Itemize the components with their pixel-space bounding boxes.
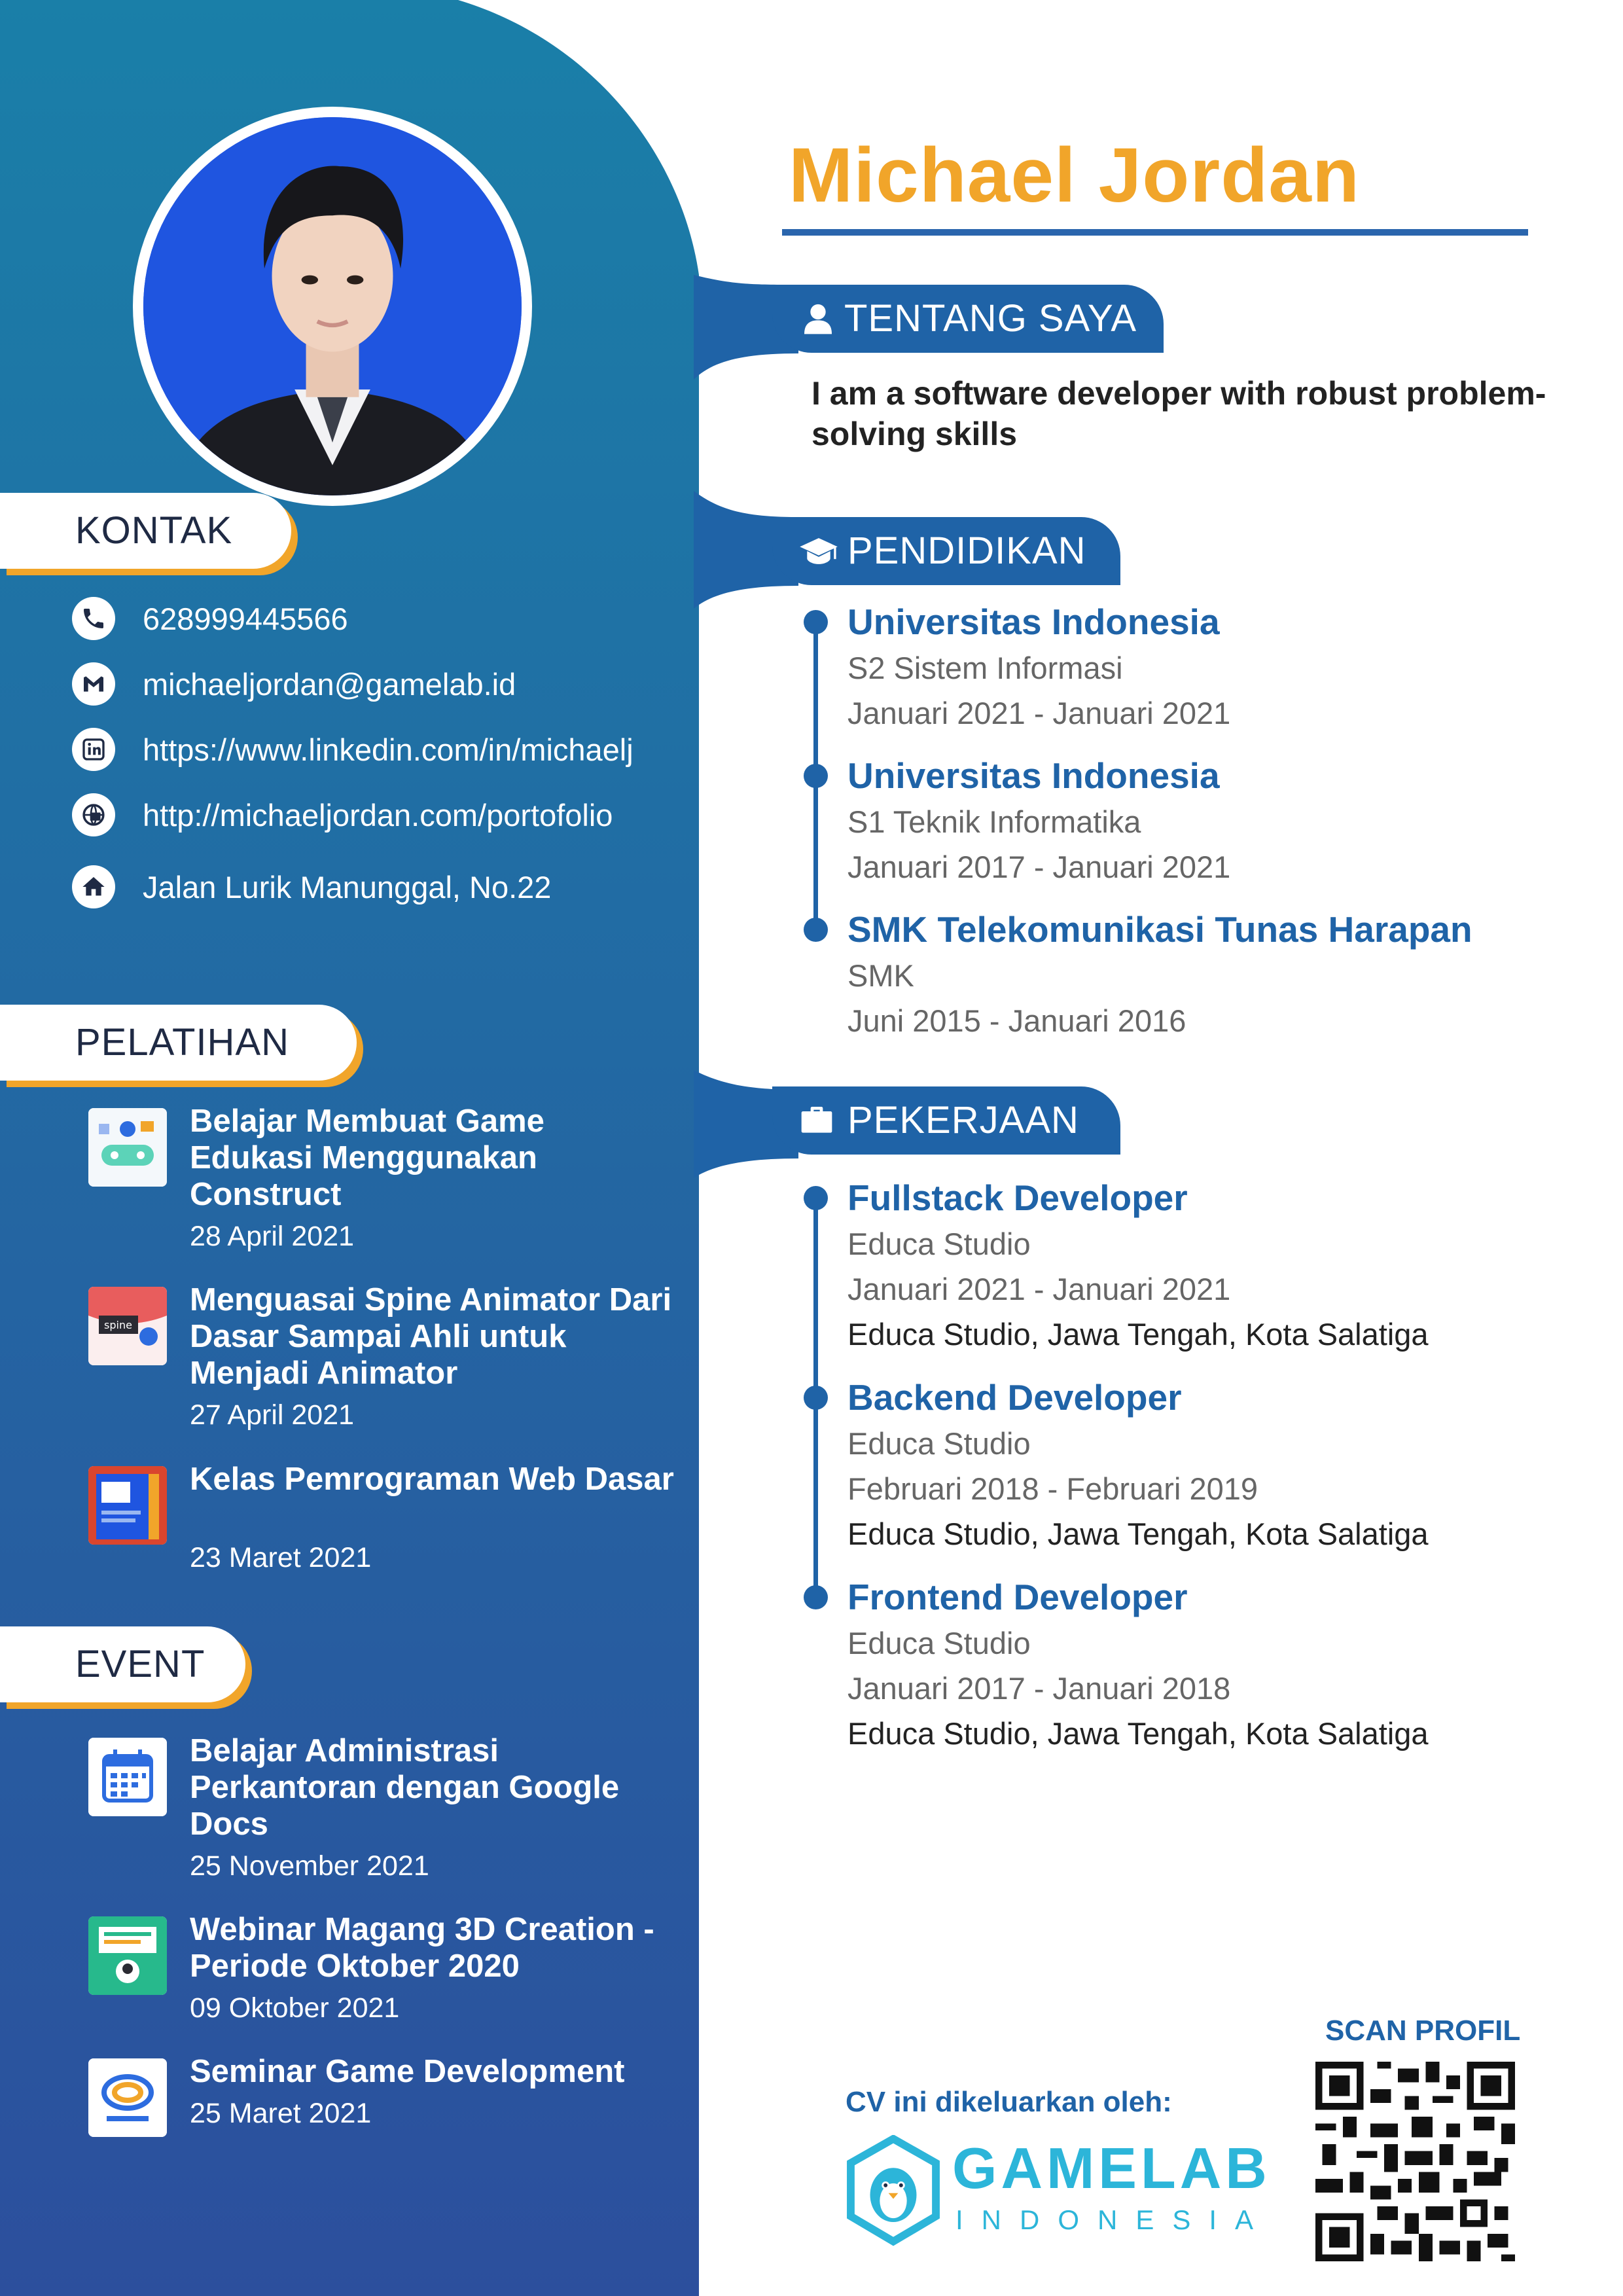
training-title: Menguasai Spine Animator Dari Dasar Sampai Ahli untuk Menjadi Animator [190, 1282, 672, 1391]
profile-photo-inner [143, 117, 522, 495]
contact-email[interactable] [72, 661, 516, 707]
event-title: Webinar Magang 3D Creation - Periode Oktober 2020 [190, 1912, 654, 1984]
event-heading: EVENT [75, 1643, 205, 1685]
game-education-thumbnail [88, 1108, 167, 1187]
qr-code-icon[interactable] [1315, 2062, 1515, 2261]
calendar-icon [88, 1738, 167, 1816]
svg-text:spine: spine [104, 1319, 132, 1331]
education-period: Januari 2017 - Januari 2021 [847, 850, 1231, 884]
education-degree: S1 Teknik Informatika [847, 804, 1141, 839]
gamelab-brand-sub: INDONESIA [955, 2204, 1272, 2235]
job-location: Educa Studio, Jawa Tengah, Kota Salatiga [847, 1317, 1429, 1352]
job-period: Februari 2018 - Februari 2019 [847, 1471, 1258, 1506]
contact-address [72, 864, 551, 910]
pendidikan-heading: PENDIDIKAN [847, 529, 1086, 572]
job-company: Educa Studio [847, 1227, 1031, 1261]
tentang-heading: TENTANG SAYA [844, 297, 1137, 340]
training-date: 27 April 2021 [190, 1399, 355, 1431]
briefcase-icon [798, 1102, 835, 1139]
job-period: Januari 2021 - Januari 2021 [847, 1272, 1231, 1306]
issued-by-label: CV ini dikeluarkan oleh: [846, 2086, 1172, 2118]
training-title: Kelas Pemrograman Web Dasar [190, 1462, 674, 1497]
training-date: 23 Maret 2021 [190, 1542, 372, 1573]
education-degree: SMK [847, 958, 914, 993]
timeline-dot [804, 764, 828, 788]
gamelab-penguin-logo [844, 2135, 942, 2246]
phone-icon [72, 597, 115, 640]
education-period: Juni 2015 - Januari 2016 [847, 1003, 1186, 1038]
portfolio-icon [72, 793, 115, 836]
webinar-poster-thumbnail [88, 1916, 167, 1995]
kontak-heading-tag [0, 493, 291, 569]
job-period: Januari 2017 - Januari 2018 [847, 1671, 1231, 1706]
job-location: Educa Studio, Jawa Tengah, Kota Salatiga [847, 1516, 1429, 1551]
event-title: Seminar Game Development [190, 2054, 625, 2089]
education-school: Universitas Indonesia [847, 755, 1220, 796]
linkedin-icon [72, 728, 115, 771]
profile-photo [133, 107, 532, 506]
educa-studio-logo [88, 2058, 167, 2137]
profile-name: Michael Jordan [789, 132, 1361, 219]
web-programming-thumbnail [88, 1466, 167, 1545]
section-connectors [694, 262, 798, 1178]
education-school: Universitas Indonesia [847, 601, 1220, 642]
job-role: Backend Developer [847, 1377, 1182, 1418]
person-portrait-icon [143, 117, 522, 495]
graduation-cap-icon [798, 533, 839, 569]
contact-phone-text: 628999445566 [143, 601, 348, 636]
event-date: 25 November 2021 [190, 1850, 429, 1882]
timeline-dot [804, 1386, 828, 1410]
contact-phone[interactable] [72, 596, 348, 641]
timeline-dot [804, 918, 828, 942]
contact-linkedin-text: https://www.linkedin.com/in/michaelj [143, 732, 633, 767]
training-title: Belajar Membuat Game Edukasi Menggunakan Construct [190, 1103, 544, 1212]
contact-address-text: Jalan Lurik Manunggal, No.22 [143, 869, 552, 905]
name-underline [782, 229, 1528, 236]
job-location: Educa Studio, Jawa Tengah, Kota Salatiga [847, 1716, 1429, 1751]
contact-linkedin[interactable] [72, 726, 633, 772]
education-school: SMK Telekomunikasi Tunas Harapan [847, 909, 1472, 950]
event-heading-tag [0, 1626, 245, 1702]
event-title: Belajar Administrasi Perkantoran dengan Google Docs [190, 1733, 620, 1842]
job-role: Fullstack Developer [847, 1177, 1188, 1218]
timeline-dot [804, 1186, 828, 1210]
kontak-heading: KONTAK [75, 509, 233, 552]
gmail-icon [72, 662, 115, 706]
timeline-dot [804, 610, 828, 634]
home-icon [72, 865, 115, 908]
job-company: Educa Studio [847, 1626, 1031, 1660]
training-date: 28 April 2021 [190, 1221, 355, 1252]
gamelab-brand-name: GAMELAB [952, 2136, 1271, 2200]
education-period: Januari 2021 - Januari 2021 [847, 696, 1231, 730]
scan-profile-label: SCAN PROFIL [1325, 2015, 1521, 2047]
pelatihan-heading-tag [0, 1005, 357, 1081]
job-company: Educa Studio [847, 1426, 1031, 1461]
pekerjaan-heading: PEKERJAAN [847, 1099, 1079, 1141]
spine-animator-thumbnail [88, 1287, 167, 1365]
job-role: Frontend Developer [847, 1577, 1188, 1617]
education-degree: S2 Sistem Informasi [847, 651, 1123, 685]
contact-email-text: michaeljordan@gamelab.id [143, 666, 516, 702]
timeline-dot [804, 1585, 828, 1609]
about-text: I am a software developer with robust problem-solving skills [812, 375, 1546, 452]
pelatihan-heading: PELATIHAN [75, 1021, 290, 1064]
user-icon [800, 300, 836, 337]
event-date: 25 Maret 2021 [190, 2098, 372, 2129]
contact-portfolio[interactable] [72, 792, 613, 838]
event-date: 09 Oktober 2021 [190, 1992, 400, 2024]
contact-portfolio-text: http://michaeljordan.com/portofolio [143, 797, 613, 833]
